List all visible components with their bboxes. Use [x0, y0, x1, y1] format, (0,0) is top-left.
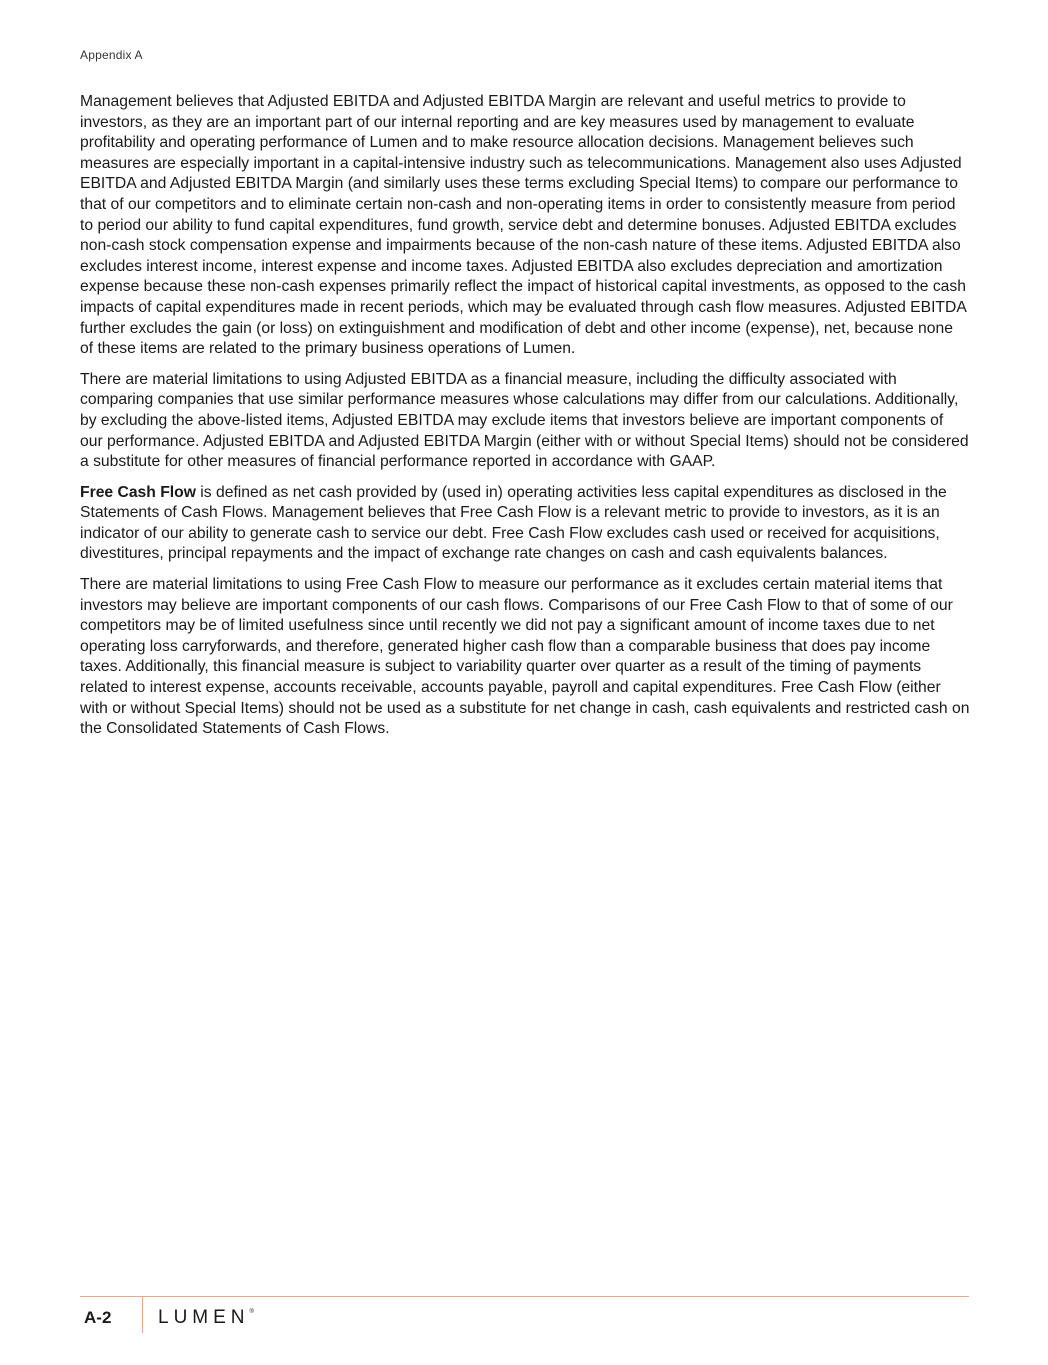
registered-mark: ® — [249, 1309, 254, 1315]
logo-text: LUMEN — [158, 1307, 250, 1328]
page-number: A-2 — [84, 1308, 112, 1327]
body-text — [80, 92, 970, 750]
paragraph-free-cash-flow-text: is defined as net cash provided by (used in) operating activities less capital expenditures as disclosed in the Statements of Cash Flows. Management believes that Free Cash Flow is a relevant metric to provide to investors, as it is an indicator of our ability to generate cash to service our debt. Free Cash Flow excludes cash used or received for acquisitions, divestitures, principal repayments and the impact of exchange rate changes on cash and cash equivalents balances. — [80, 483, 947, 563]
footer-rule — [80, 1296, 969, 1297]
term-free-cash-flow: Free Cash Flow — [80, 483, 196, 501]
lumen-logo — [158, 1307, 254, 1329]
paragraph-fcf-limitations: There are material limitations to using Free Cash Flow to measure our performance as it excludes certain material items that investors may believe are important components of our cash flows. Comparisons of our Free Cash Flow to that of some of our competitors may be of limited usefulness since until recently we did not pay a significant amount of income taxes due to net operating loss carryforwards, and therefore, generated higher cash flow than a comparable business that does pay income taxes. Additionally, this financial measure is subject to variability quarter over quarter as a result of the timing of payments related to interest expense, accounts receivable, accounts payable, payroll and capital expenditures. Free Cash Flow (either with or without Special Items) should not be used as a substitute for net change in cash, cash equivalents and restricted cash on the Consolidated Statements of Cash Flows. — [80, 576, 970, 738]
paragraph-ebitda-limitations: There are material limitations to using Adjusted EBITDA as a financial measure, including the difficulty associated with comparing companies that use similar performance measures whose calculations may differ from our calculations. Additionally, by excluding the above-listed items, Adjusted EBITDA may exclude items that investors believe are important components of our performance. Adjusted EBITDA and Adjusted EBITDA Margin (either with or without Special Items) should not be considered a substitute for other measures of financial performance reported in accordance with GAAP. — [80, 370, 969, 471]
footer-divider — [142, 1297, 143, 1333]
running-head: Appendix A — [80, 48, 143, 62]
paragraph-adjusted-ebitda: Management believes that Adjusted EBITDA and Adjusted EBITDA Margin are relevant and useful metrics to provide to investors, as they are an important part of our internal reporting and are key measures used by management to evaluate profitability and operating performance of Lumen and to make resource allocation decisions. Management believes such measures are especially important in a capital-intensive industry such as telecommunications. Management also uses Adjusted EBITDA and Adjusted EBITDA Margin (and similarly uses these terms excluding Special Items) to compare our performance to that of our competitors and to eliminate certain non-cash and non-operating items in order to consistently measure from period to period our ability to fund capital expenditures, fund growth, service debt and determine bonuses. Adjusted EBITDA excludes non-cash stock compensation expense and impairments because of the non-cash nature of these items. Adjusted EBITDA also excludes interest income, interest expense and income taxes. Adjusted EBITDA also excludes depreciation and amortization expense because these non-cash expenses primarily reflect the impact of historical capital investments, as opposed to the cash impacts of capital expenditures made in recent periods, which may be evaluated through cash flow measures. Adjusted EBITDA further excludes the gain (or loss) on extinguishment and modification of debt and other income (expense), net, because none of these items are related to the primary business operations of Lumen. — [80, 93, 966, 358]
paragraph-free-cash-flow — [80, 483, 970, 565]
